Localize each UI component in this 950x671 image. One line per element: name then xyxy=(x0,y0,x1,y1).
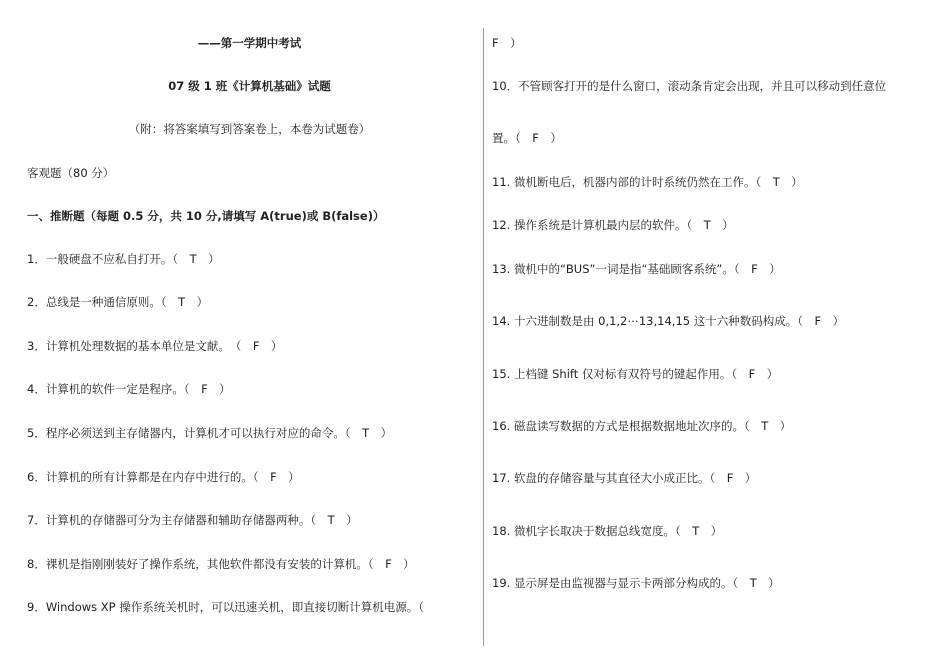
question-item: 16. 磁盘读写数据的方式是根据数据地址次序的。（ T ） xyxy=(492,419,792,433)
question-item: 13. 微机中的“BUS”一词是指“基础顾客系统”。（ F ） xyxy=(492,262,781,276)
question-continuation: 置。（ F ） xyxy=(492,131,562,145)
question-item: 2．总线是一种通信原则。（ T ） xyxy=(27,295,209,309)
question-item: 9．Windows XP 操作系统关机时，可以迅速关机，即直接切断计算机电源。（ xyxy=(27,600,425,614)
question-item: 15. 上档键 Shift 仅对标有双符号的键起作用。（ F ） xyxy=(492,367,779,381)
part1-heading: 一、推断题（每题 0.5 分，共 10 分,请填写 A(true)或 B(false)） xyxy=(27,209,385,223)
question-item: 19. 显示屏是由监视器与显示卡两部分构成的。（ T ） xyxy=(492,576,780,590)
paper-title: 07 级 1 班《计算机基础》试题 xyxy=(168,79,331,93)
question-item: 6．计算机的所有计算都是在内存中进行的。（ F ） xyxy=(27,470,300,484)
question-continuation: F ） xyxy=(492,36,522,50)
question-item: 14. 十六进制数是由 0,1,2⋯13,14,15 这十六种数码构成。（ F ） xyxy=(492,314,845,328)
question-item: 11. 微机断电后，机器内部的计时系统仍然在工作。（ T ） xyxy=(492,175,803,189)
question-item: 8．裸机是指刚刚装好了操作系统，其他软件都没有安装的计算机。（ F ） xyxy=(27,557,415,571)
exam-title: ——第一学期中考试 xyxy=(197,36,302,50)
question-item: 4．计算机的软件一定是程序。（ F ） xyxy=(27,382,231,396)
objective-heading: 客观题（80 分） xyxy=(27,166,115,180)
question-item: 1．一般硬盘不应私自打开。（ T ） xyxy=(27,252,220,266)
question-item: 7．计算机的存储器可分为主存储器和辅助存储器两种。（ T ） xyxy=(27,513,358,527)
question-item: 12. 操作系统是计算机最内层的软件。（ T ） xyxy=(492,218,734,232)
question-item: 3．计算机处理数据的基本单位是文献。 （ F ） xyxy=(27,339,283,353)
question-item: 17. 软盘的存储容量与其直径大小成正比。（ F ） xyxy=(492,471,757,485)
question-item: 18. 微机字长取决于数据总线宽度。（ T ） xyxy=(492,524,723,538)
question-item: 5．程序必须送到主存储器内，计算机才可以执行对应的命令。（ T ） xyxy=(27,426,393,440)
question-item: 10．不管顾客打开的是什么窗口，滚动条肯定会出现，并且可以移动到任意位 xyxy=(492,79,887,93)
column-divider xyxy=(483,28,484,646)
instruction-note: （附：将答案填写到答案卷上，本卷为试题卷） xyxy=(128,122,371,136)
